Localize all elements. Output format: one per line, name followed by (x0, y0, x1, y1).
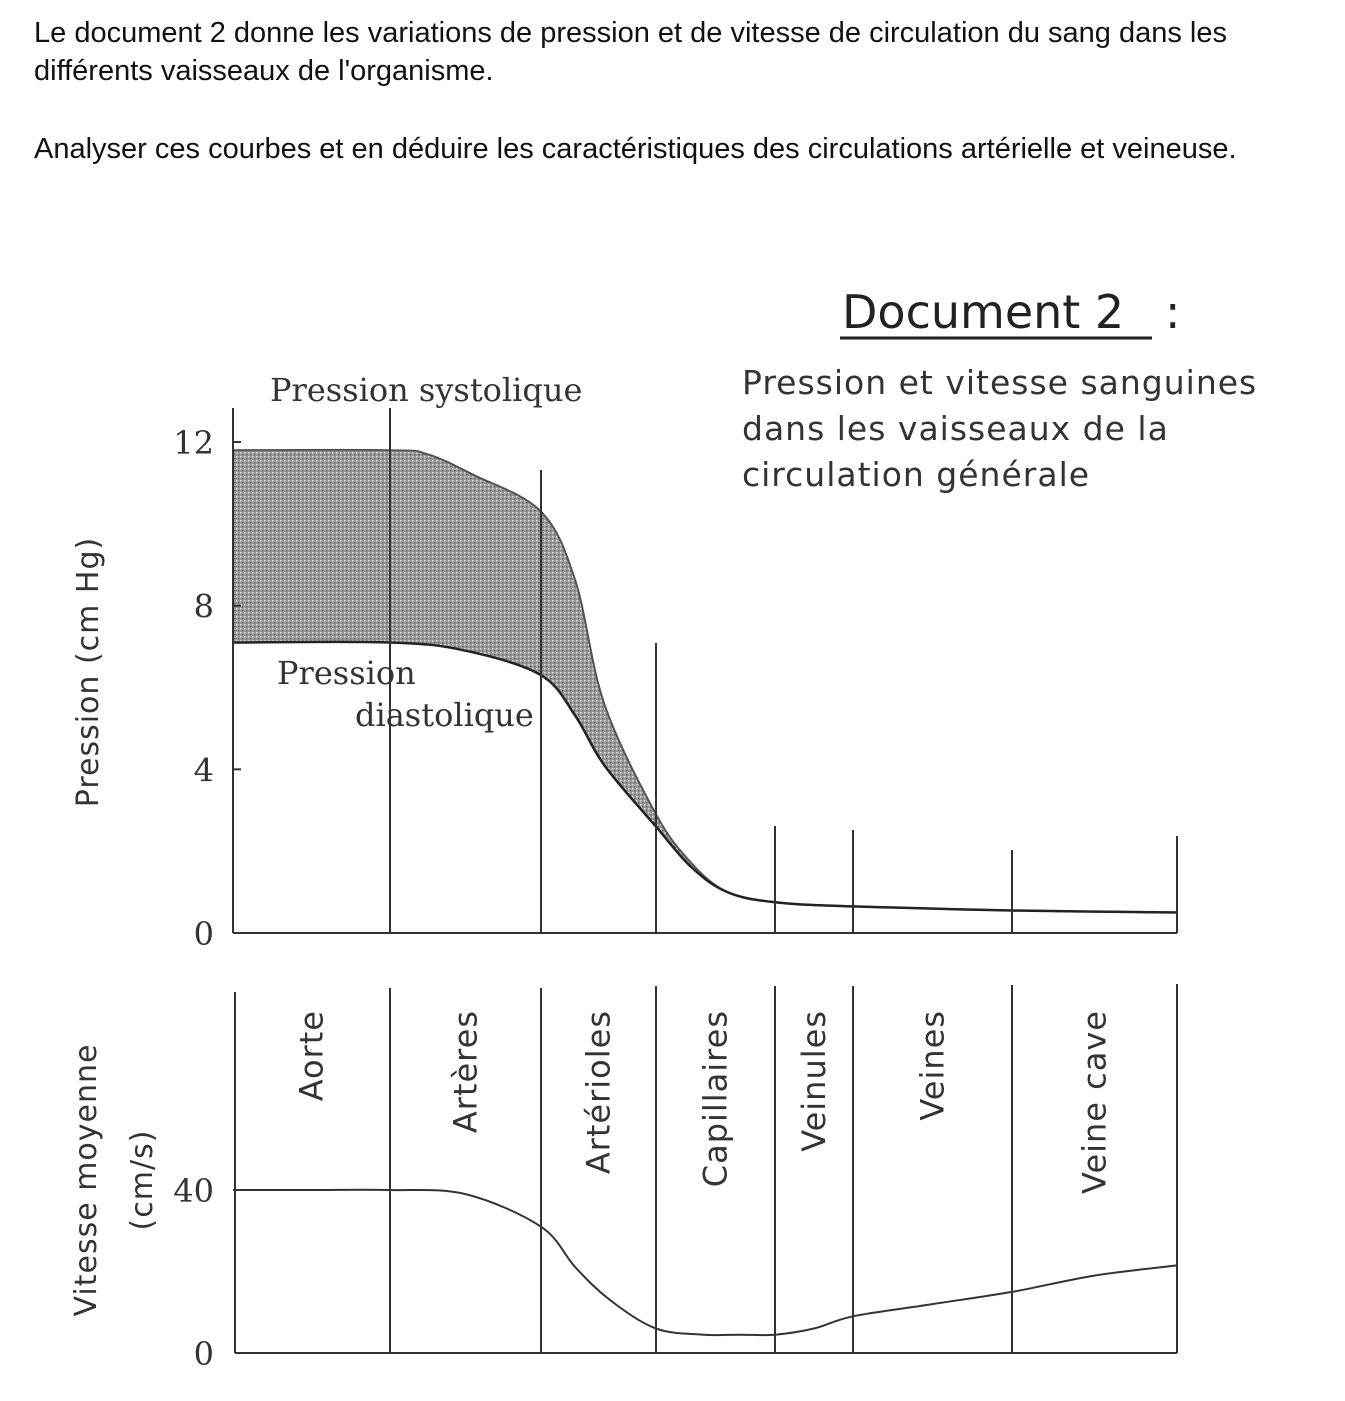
pressure-y-tick-label: 4 (193, 751, 214, 790)
velocity-y-axis-label-line-2: (cm/s) (125, 1129, 160, 1231)
pressure-y-ticks (173, 424, 241, 953)
vessel-category-label: Artères (446, 1010, 485, 1134)
velocity-y-axis-label-line-1: Vitesse moyenne (69, 1043, 104, 1317)
pressure-y-tick-label: 12 (173, 424, 214, 462)
vessel-category-label: Artérioles (579, 1010, 618, 1175)
caption-line-1: Pression et vitesse sanguines (742, 363, 1258, 402)
document-title-colon: : (1165, 285, 1181, 339)
velocity-vessel-dividers (390, 984, 1177, 1353)
velocity-y-tick-label: 0 (193, 1335, 214, 1373)
systolic-label: Pression systolique (270, 371, 583, 409)
vessel-category-label: Capillaires (696, 1010, 735, 1188)
vessel-category-label: Aorte (292, 1010, 331, 1102)
velocity-chart (69, 984, 1177, 1373)
vessel-category-label: Veines (913, 1010, 952, 1121)
vessel-category-label: Veine cave (1075, 1010, 1114, 1194)
velocity-y-tick-label: 40 (173, 1172, 214, 1210)
velocity-line (233, 1190, 1177, 1335)
intro-paragraph-1: Le document 2 donne les variations de pression et de vitesse de circulation du sang dans les différents vaisseaux de l'organisme. (34, 17, 1227, 87)
pressure-y-axis-label: Pression (cm Hg) (71, 536, 106, 808)
vessel-category-label: Veinules (795, 1010, 833, 1152)
document-title: Document 2 (842, 285, 1125, 339)
diastolic-label-line-1: Pression (277, 654, 416, 692)
pressure-y-tick-label: 8 (193, 587, 214, 626)
velocity-y-ticks (173, 1172, 214, 1373)
vessel-category-labels (293, 1010, 1114, 1194)
caption-line-2: dans les vaisseaux de la (742, 409, 1169, 448)
caption-line-3: circulation générale (742, 455, 1091, 494)
diastolic-label-line-2: diastolique (355, 696, 534, 734)
intro-paragraph-2: Analyser ces courbes et en déduire les caractéristiques des circulations artérielle et veineuse. (34, 133, 1237, 165)
pressure-y-tick-label: 0 (193, 915, 214, 953)
